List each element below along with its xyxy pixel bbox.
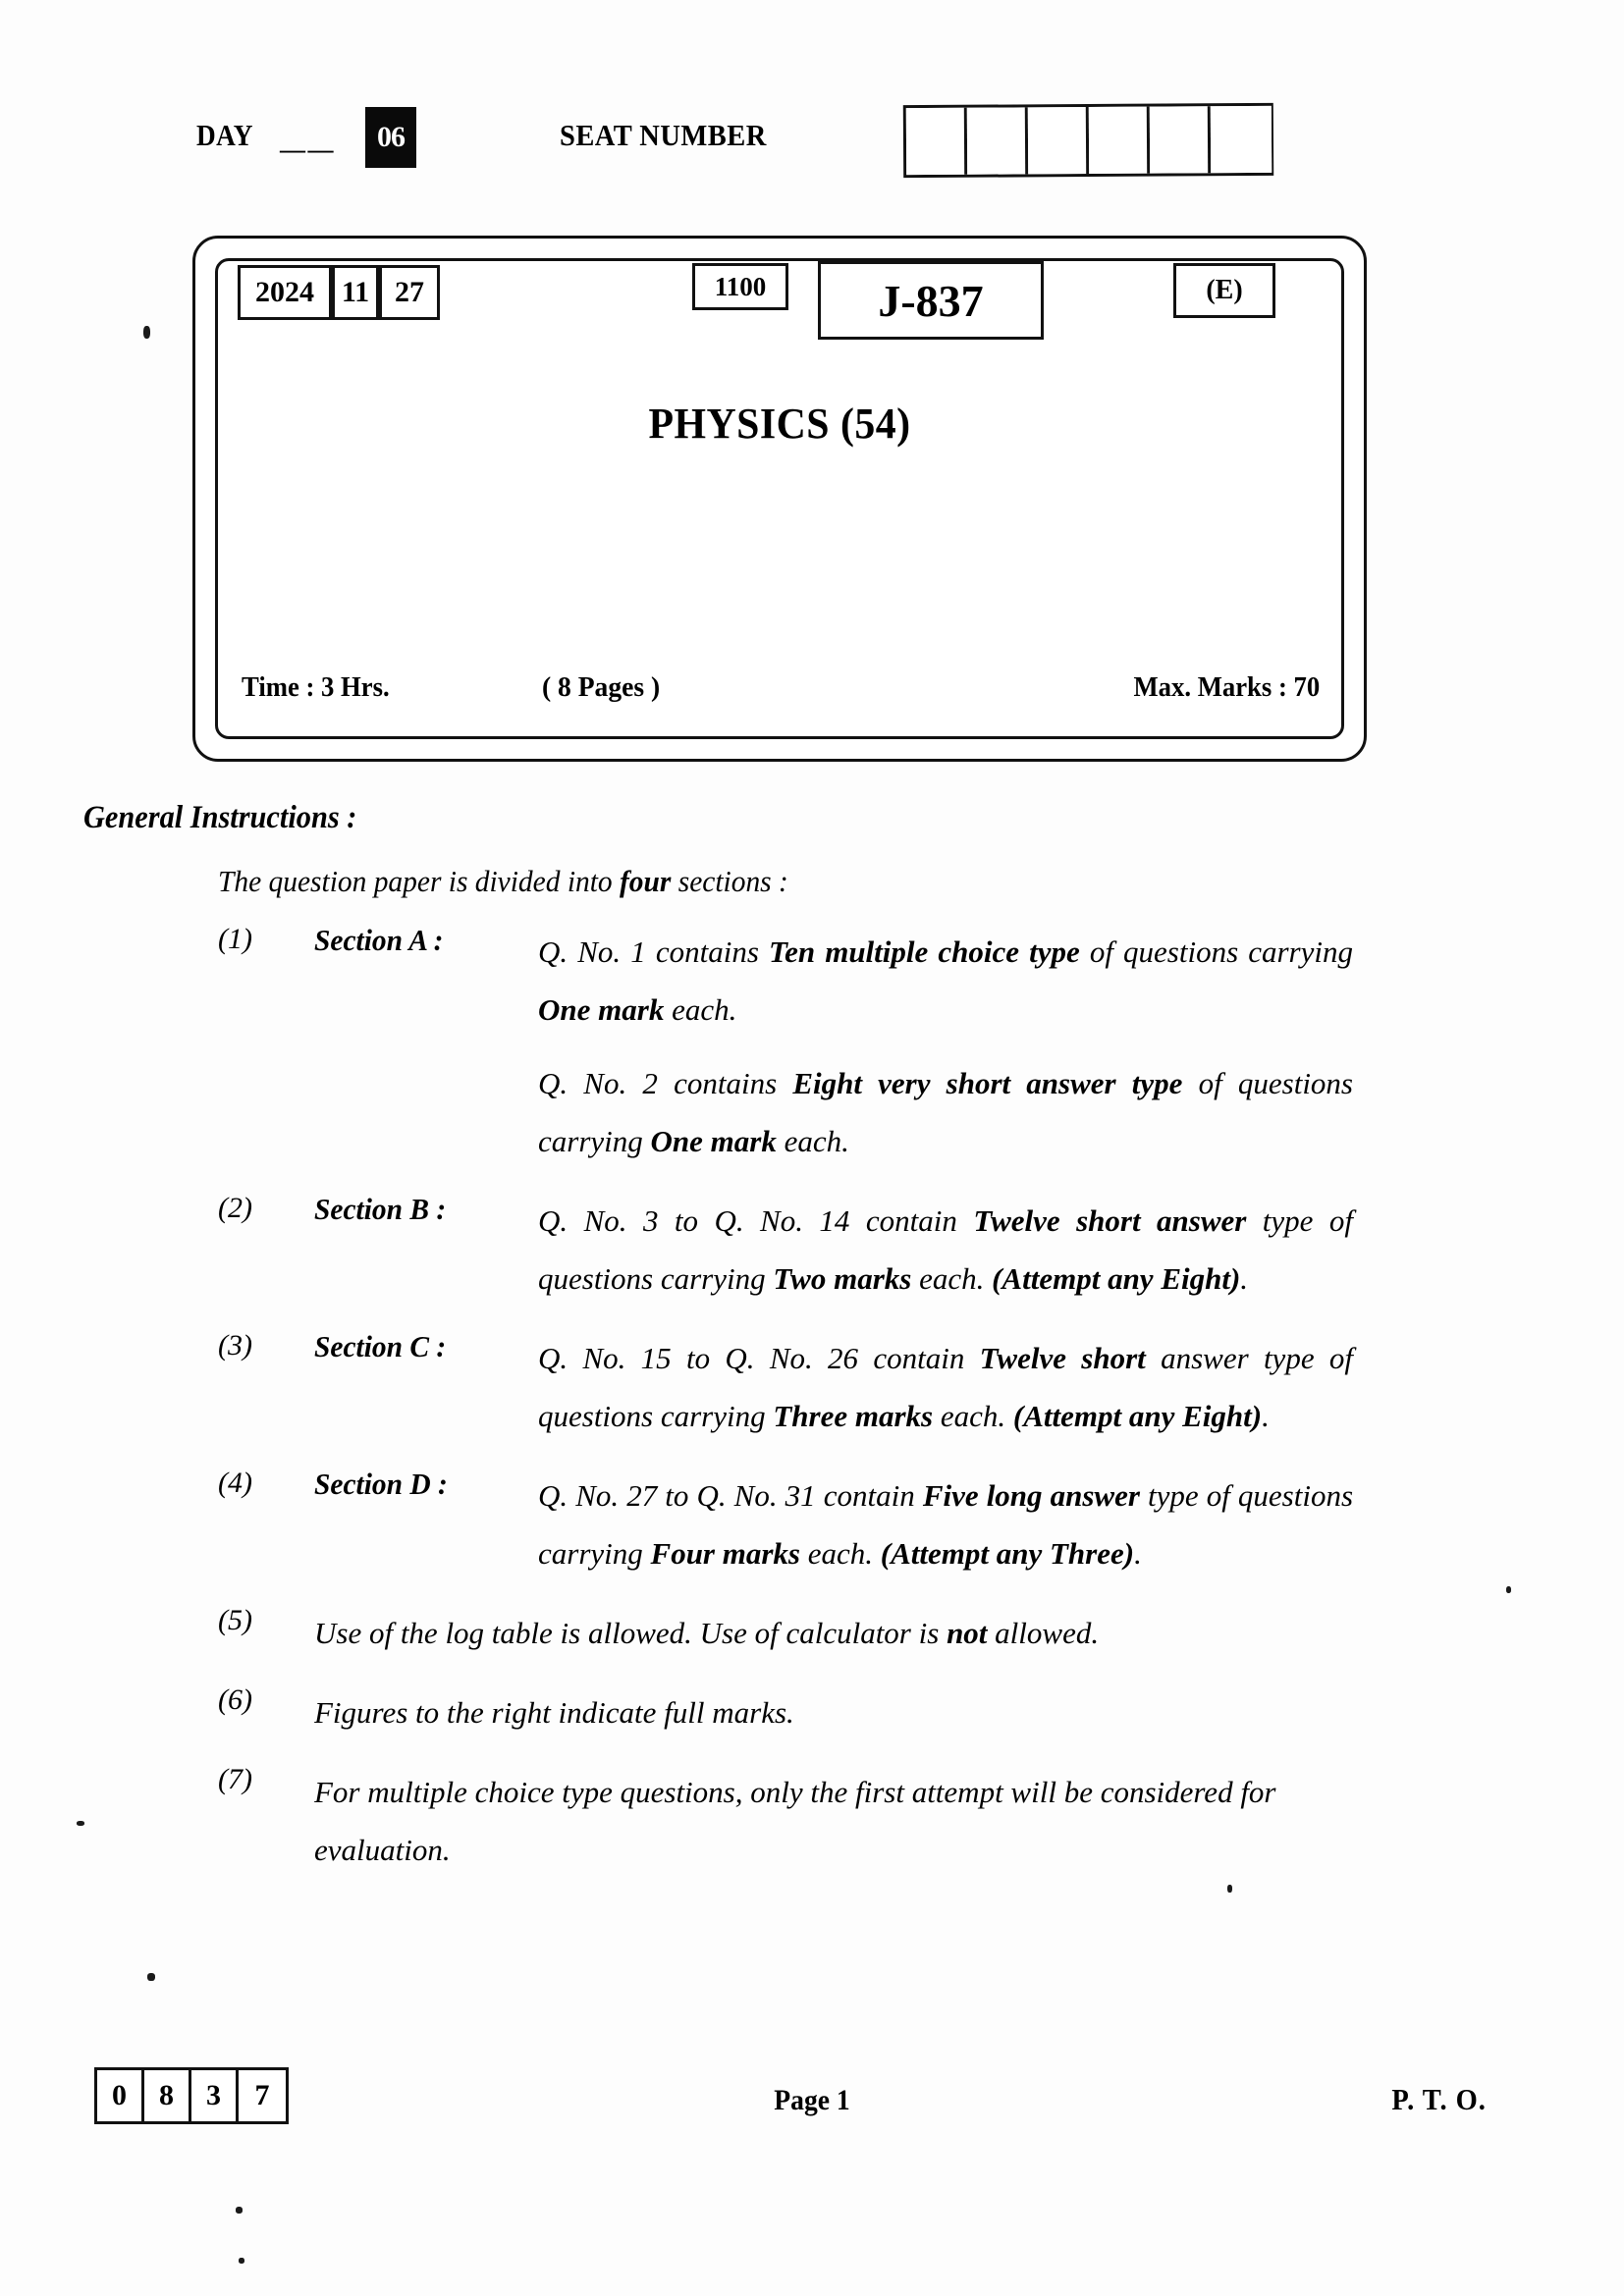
paper-code-digit: 7 — [239, 2070, 286, 2121]
instruction-span: type of questions carrying — [538, 1478, 1354, 1571]
instruction-section-label: Section A : — [314, 923, 444, 957]
paper-code-box: J-837 — [818, 261, 1044, 340]
instruction-paragraph — [314, 1683, 1355, 1741]
instruction-span: each. — [800, 1536, 881, 1571]
instruction-item — [0, 1683, 1624, 1741]
exam-month-box: 11 — [332, 265, 379, 320]
seat-number-cell[interactable] — [1211, 106, 1272, 173]
instruction-text — [538, 923, 1353, 1170]
instruction-span: 1 — [630, 934, 646, 969]
instruction-span: Q. No. — [538, 934, 631, 969]
exam-time-box: 1100 — [692, 263, 788, 310]
instruction-emphasis: Two marks — [773, 1261, 912, 1296]
instruction-number: (5) — [218, 1604, 252, 1636]
instruction-text — [314, 1683, 1355, 1741]
exam-year-box: 2024 — [238, 265, 332, 320]
instruction-paragraph — [314, 1763, 1355, 1879]
instruction-emphasis: (Attempt any Three) — [880, 1536, 1135, 1571]
instruction-section-label: Section D : — [314, 1467, 448, 1501]
seat-number-cell[interactable] — [967, 107, 1028, 174]
instruction-span: . — [1262, 1399, 1270, 1433]
scan-speck — [147, 1973, 155, 1981]
instruction-item — [0, 1192, 1624, 1308]
day-label: DAY — [196, 118, 253, 152]
day-dash-separator: — — — [280, 135, 332, 164]
instruction-span: Q. No. 2 contains — [538, 1066, 793, 1100]
exam-date-box: 27 — [379, 265, 440, 320]
instruction-section-label: Section B : — [314, 1192, 447, 1226]
medium-box: (E) — [1173, 263, 1275, 318]
instruction-emphasis: (Attempt any Eight) — [1012, 1399, 1263, 1433]
scan-speck — [1227, 1885, 1232, 1893]
intro-text-bold: four — [620, 864, 672, 898]
instruction-span: Q. No. 3 to Q. No. 14 contain — [538, 1203, 974, 1238]
instruction-emphasis: not — [947, 1616, 988, 1650]
instruction-span: of questions carrying — [538, 1066, 1353, 1158]
instructions-list — [0, 923, 1624, 1900]
instruction-number: (7) — [218, 1763, 252, 1795]
intro-text-after: sections : — [671, 864, 788, 898]
instruction-span: allowed. — [987, 1616, 1100, 1650]
paper-code-digit: 3 — [191, 2070, 239, 2121]
paper-code-digit: 8 — [144, 2070, 191, 2121]
instruction-emphasis: Twelve short answer — [973, 1203, 1247, 1238]
seat-number-cell[interactable] — [1150, 106, 1211, 173]
instruction-number: (3) — [218, 1329, 252, 1362]
instruction-text — [314, 1763, 1355, 1879]
instruction-paragraph — [538, 923, 1353, 1039]
subject-title: PHYSICS (54) — [648, 400, 911, 448]
instruction-paragraph — [538, 1329, 1353, 1445]
instruction-emphasis: Four marks — [650, 1536, 800, 1571]
instruction-span: of questions carrying — [1079, 934, 1353, 969]
page-count: ( 8 Pages ) — [542, 671, 661, 703]
instruction-item — [0, 923, 1624, 1170]
seat-number-label: SEAT NUMBER — [560, 118, 767, 152]
instruction-span: contains — [645, 934, 770, 969]
paper-code-digit: 0 — [97, 2070, 144, 2121]
day-value-box: 06 — [365, 107, 416, 168]
exam-duration: Time : 3 Hrs. — [242, 671, 390, 703]
general-instructions-heading: General Instructions : — [83, 800, 357, 835]
instruction-emphasis: One mark — [650, 1124, 777, 1158]
instruction-span: For multiple choice type questions, only the first attempt will be considered for evaluation. — [314, 1775, 1276, 1867]
scan-speck — [1506, 1586, 1511, 1593]
instruction-paragraph — [538, 1054, 1353, 1170]
instruction-emphasis: (Attempt any Eight) — [992, 1261, 1241, 1296]
instruction-text — [538, 1467, 1353, 1582]
instructions-intro — [218, 864, 788, 899]
paper-title-outer-box — [192, 236, 1367, 762]
page-header — [0, 102, 1624, 181]
instruction-span: Use of the log table is allowed. Use of calculator is — [314, 1616, 947, 1650]
instruction-section-label: Section C : — [314, 1329, 447, 1363]
seat-number-grid[interactable] — [903, 103, 1273, 178]
instruction-item — [0, 1467, 1624, 1582]
instruction-paragraph — [538, 1192, 1353, 1308]
seat-number-cell[interactable] — [1089, 107, 1150, 174]
instruction-emphasis: Ten multiple choice type — [769, 934, 1080, 969]
intro-text-before: The question paper is divided into — [218, 864, 621, 898]
paper-title-inner-box — [215, 258, 1344, 739]
instruction-number: (1) — [218, 923, 252, 955]
instruction-paragraph — [314, 1604, 1355, 1662]
scan-speck — [236, 2207, 243, 2214]
scan-speck — [77, 1821, 84, 1826]
instruction-number: (6) — [218, 1683, 252, 1716]
instruction-paragraph — [538, 1467, 1353, 1582]
instruction-span: . — [1240, 1261, 1249, 1296]
seat-number-cell[interactable] — [1028, 107, 1089, 174]
instruction-item — [0, 1604, 1624, 1662]
instruction-span: Q. No. 15 to Q. No. 26 contain — [538, 1341, 980, 1375]
instruction-span: . — [1134, 1536, 1142, 1571]
instruction-item — [0, 1763, 1624, 1879]
instruction-emphasis: Eight very short answer type — [792, 1066, 1183, 1100]
instruction-span: Figures to the right indicate full marks. — [314, 1695, 794, 1730]
maximum-marks: Max. Marks : 70 — [1133, 671, 1320, 703]
instruction-span: each. — [911, 1261, 993, 1296]
please-turn-over: P. T. O. — [1391, 2082, 1487, 2116]
paper-meta-row — [216, 259, 1339, 328]
instruction-emphasis: Twelve short — [979, 1341, 1146, 1375]
paper-box-footer — [218, 671, 1341, 715]
scan-speck — [143, 326, 150, 339]
instruction-span: Q. No. 27 to Q. No. 31 contain — [538, 1478, 923, 1513]
instruction-number: (2) — [218, 1192, 252, 1224]
instruction-emphasis: Three marks — [773, 1399, 934, 1433]
instruction-item — [0, 1329, 1624, 1445]
instruction-span: each. — [933, 1399, 1013, 1433]
scan-speck — [239, 2258, 244, 2264]
instruction-span: each. — [776, 1124, 849, 1158]
instruction-number: (4) — [218, 1467, 252, 1499]
instruction-emphasis: One mark — [538, 992, 665, 1027]
seat-number-cell[interactable] — [906, 108, 967, 175]
instruction-text — [538, 1329, 1353, 1445]
instruction-text — [538, 1192, 1353, 1308]
instruction-emphasis: Five long answer — [922, 1478, 1140, 1513]
page-number: Page 1 — [774, 2084, 850, 2116]
instruction-span: each. — [664, 992, 737, 1027]
instruction-text — [314, 1604, 1355, 1662]
instruction-span: answer type of questions carrying — [538, 1341, 1353, 1433]
instruction-span: type of questions carrying — [538, 1203, 1353, 1296]
